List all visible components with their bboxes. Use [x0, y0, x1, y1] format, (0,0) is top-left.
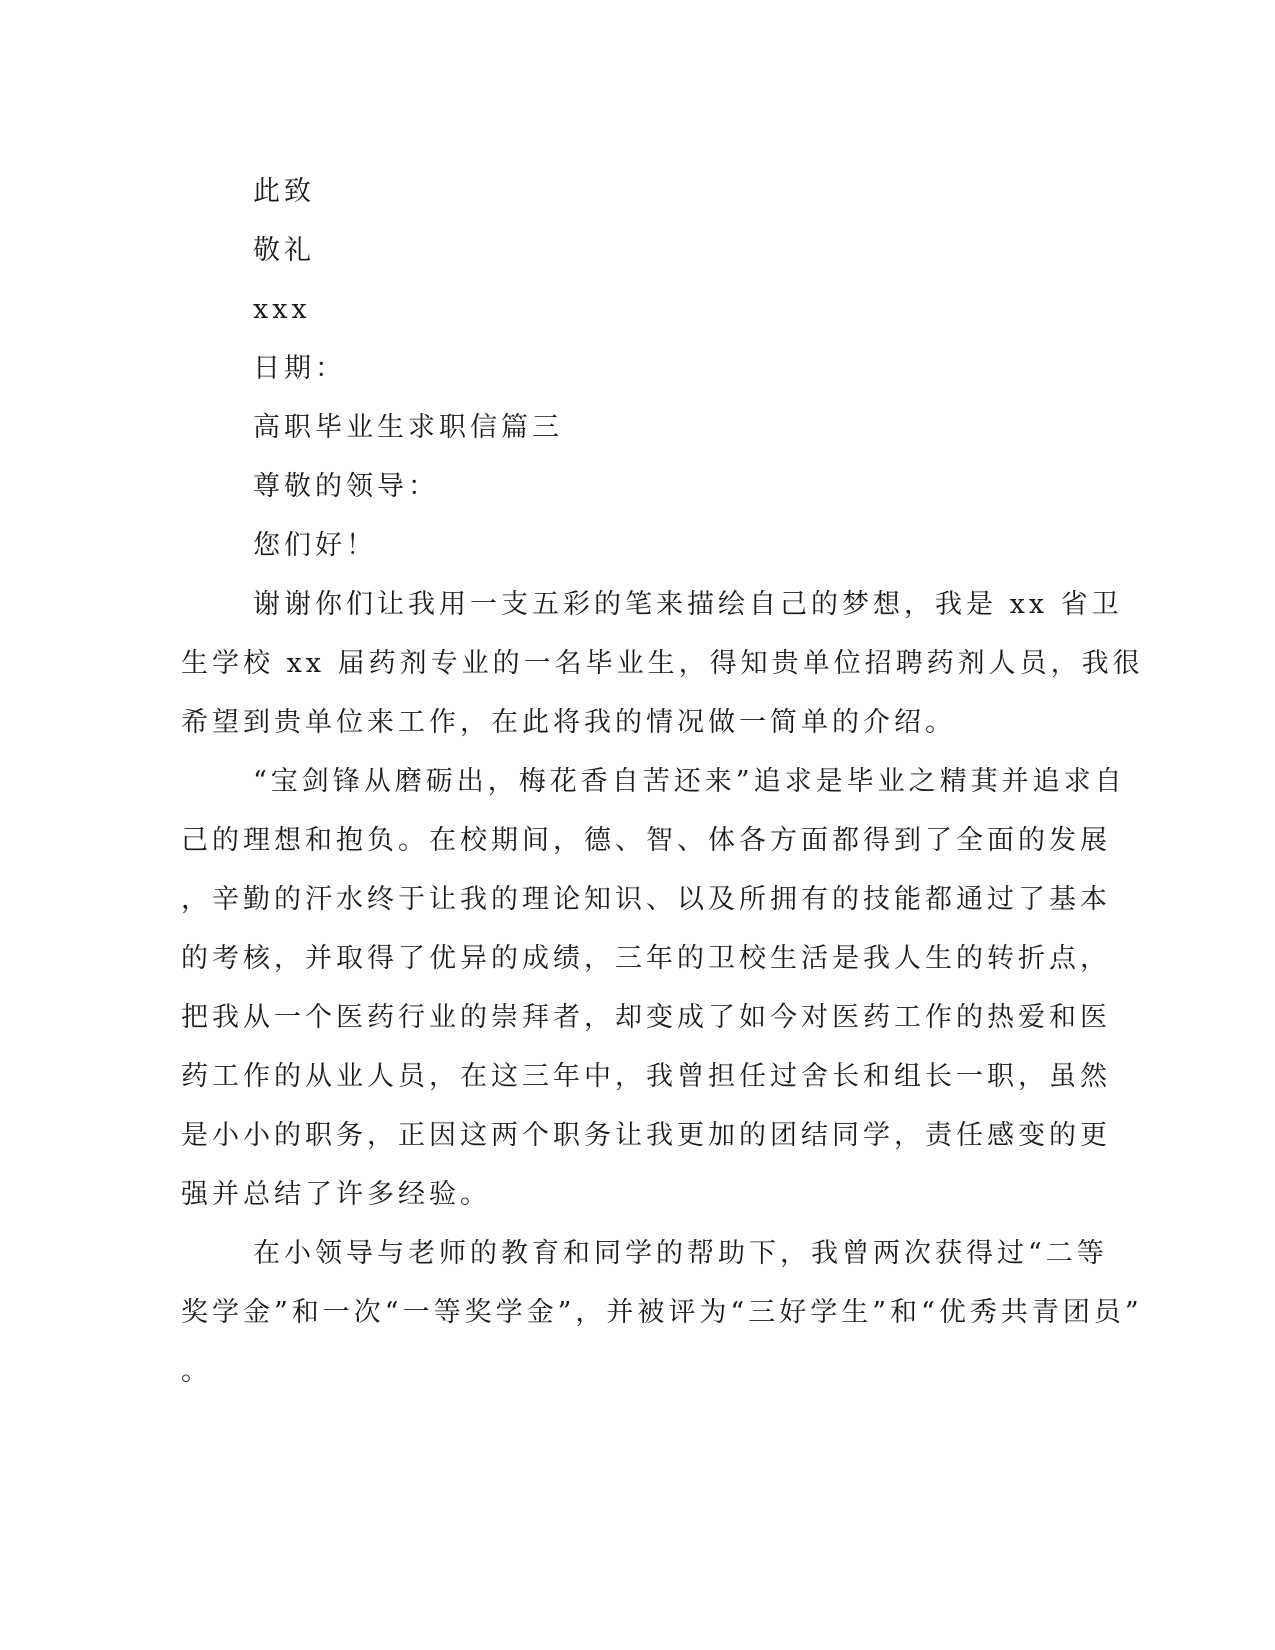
paragraph-line: 生学校 xx 届药剂专业的一名毕业生，得知贵单位招聘药剂人员，我很: [181, 648, 1144, 679]
paragraph-line: ，辛勤的汗水终于让我的理论知识、以及所拥有的技能都通过了基本: [181, 884, 1111, 915]
paragraph-introduction: [181, 575, 1144, 752]
date-label: 日期：: [253, 353, 346, 384]
paragraph-awards: [181, 1224, 1143, 1401]
greeting: 您们好！: [253, 530, 377, 561]
greeting-recipient: 尊敬的领导：: [253, 471, 439, 502]
section-title: 高职毕业生求职信篇三: [253, 412, 563, 443]
paragraph-line: 谢谢你们让我用一支五彩的笔来描绘自己的梦想，我是 xx 省卫: [253, 589, 1123, 620]
paragraph-line: 药工作的从业人员，在这三年中，我曾担任过舍长和组长一职，虽然: [181, 1061, 1111, 1092]
paragraph-line: 是小小的职务，正因这两个职务让我更加的团结同学，责任感变的更: [181, 1120, 1111, 1151]
closing-regards: 敬礼: [253, 235, 315, 266]
paragraph-line: 己的理想和抱负。在校期间，德、智、体各方面都得到了全面的发展: [181, 825, 1111, 856]
paragraph-school-experience: [181, 752, 1126, 1224]
paragraph-line: 的考核，并取得了优异的成绩，三年的卫校生活是我人生的转折点，: [181, 943, 1111, 974]
paragraph-line: 在小领导与老师的教育和同学的帮助下，我曾两次获得过“二等: [253, 1238, 1108, 1269]
paragraph-line: 希望到贵单位来工作，在此将我的情况做一简单的介绍。: [181, 707, 956, 738]
paragraph-line: 强并总结了许多经验。: [181, 1179, 491, 1210]
paragraph-line: “宝剑锋从磨砺出，梅花香自苦还来”追求是毕业之精萁并追求自: [253, 766, 1126, 797]
closing-salutation: 此致: [253, 176, 315, 207]
paragraph-line: 把我从一个医药行业的崇拜者，却变成了如今对医药工作的热爱和医: [181, 1002, 1111, 1033]
paragraph-line: 奖学金”和一次“一等奖学金”，并被评为“三好学生”和“优秀共青团员”: [181, 1297, 1143, 1328]
signature: xxx: [253, 294, 311, 325]
document-body: [181, 162, 1144, 1401]
paragraph-line: 。: [181, 1356, 212, 1387]
